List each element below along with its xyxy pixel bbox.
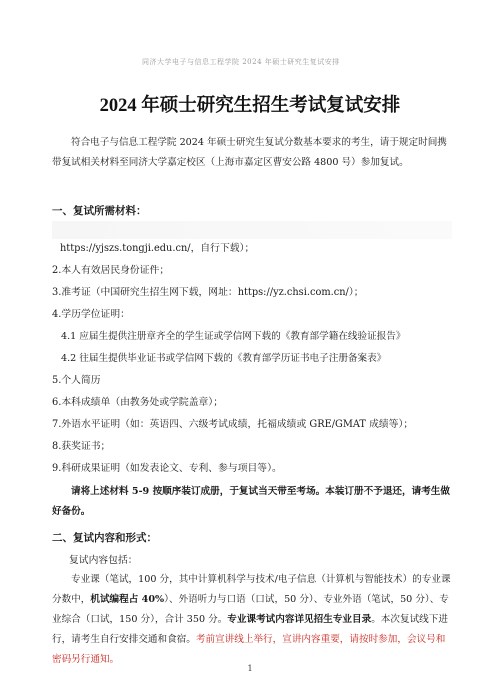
- material-item: 9.科研成果证明（如发表论文、专利、参与项目等）。: [52, 463, 282, 474]
- section1-heading: 一、复试所需材料：: [52, 205, 147, 217]
- section2-label: 复试内容包括：: [69, 555, 138, 566]
- running-header: 同济大学电子与信息工程学院 2024 年硕士研究生复试安排: [142, 58, 340, 65]
- page-number: 1: [247, 664, 253, 673]
- material-item: 4.学历学位证明：: [52, 309, 130, 320]
- material-item: 7.外语水平证明（如：英语四、六级考试成绩，托福成绩或 GRE/GMAT 成绩等）；: [52, 419, 414, 430]
- section2-heading: 二、复试内容和形式：: [52, 532, 157, 544]
- material-subitem: 4.2 往届生提供毕业证书或学信网下载的《教育部学历证书电子注册备案表》: [61, 353, 387, 364]
- faint-material-line: [52, 221, 452, 239]
- page-title: 2024 年硕士研究生招生考试复试安排: [99, 96, 401, 116]
- section2-body: 专业课（笔试，100 分，其中计算机科学与技术/电子信息（计算机与智能技术）的专业课分数中，机试编程占 40%）、外语听力与口语（口试，50 分）、专业外语（笔试，50 分）、专业综合（口试，150 分），合计 350 分。专业课考试内容详见招生专业目录。本次复试线下进行，请考生自行安排交通和食宿。考前宣讲线上举行，宣讲内容重要，请按时参加，会议号和密码另行通知。: [52, 574, 451, 665]
- material-item: 6.本科成绩单（由教务处或学院盖章）；: [52, 397, 223, 408]
- intro-paragraph: 符合电子与信息工程学院 2024 年硕士研究生复试分数基本要求的考生，请于规定时间携带复试相关材料至同济大学嘉定校区（上海市嘉定区曹安公路 4800 号）参加复试。: [52, 137, 447, 168]
- material-item: 3.准考证（中国研究生招生网下载，网址：https://yz.chsi.com.cn/）；: [52, 287, 364, 298]
- material-url-line: https://yjszs.tongji.edu.cn/，自行下载）；: [60, 243, 255, 254]
- material-item: 8.获奖证书；: [52, 441, 111, 452]
- binding-note: 请将上述材料 5-9 按顺序装订成册，于复试当天带至考场。本装订册不予退还，请考生做好备份。: [52, 486, 450, 517]
- material-item: 5.个人简历: [52, 375, 101, 386]
- material-item: 2.本人有效居民身份证件；: [52, 265, 170, 276]
- material-subitem: 4.1 应届生提供注册章齐全的学生证或学信网下载的《教育部学籍在线验证报告》: [61, 331, 406, 342]
